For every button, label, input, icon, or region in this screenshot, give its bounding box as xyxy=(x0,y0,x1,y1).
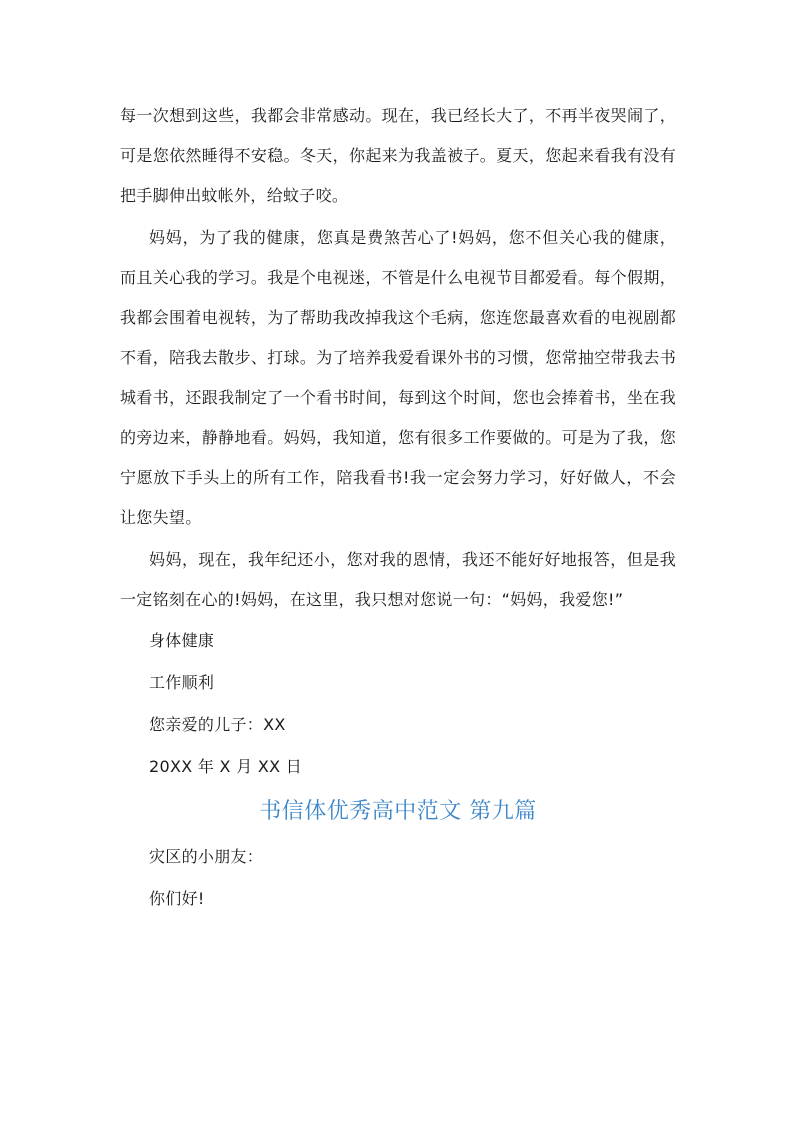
date-line: 20XX 年 X 月 XX 日 xyxy=(149,757,303,776)
signature-line: 您亲爱的儿子：XX xyxy=(149,715,286,734)
greeting-line: 你们好! xyxy=(149,889,205,908)
salutation-line: 灾区的小朋友： xyxy=(149,847,264,866)
body-paragraph: 每一次想到这些，我都会非常感动。现在，我已经长大了，不再半夜哭闹了，可是您依然睡得不安稳。冬天，你起来为我盖被子。夏天，您起来看我有没有把手脚伸出蚊帐外，给蚊子咬。 xyxy=(120,106,676,205)
document-page xyxy=(120,96,676,920)
closing-line: 身体健康 xyxy=(149,631,215,650)
section-title: 书信体优秀高中范文 第九篇 xyxy=(259,799,537,824)
body-paragraph: 妈妈，现在，我年纪还小，您对我的恩情，我还不能好好地报答，但是我一定铭刻在心的!妈妈，在这里，我只想对您说一句：“妈妈，我爱您!” xyxy=(120,550,676,609)
body-paragraph: 妈妈，为了我的健康，您真是费煞苦心了!妈妈，您不但关心我的健康，而且关心我的学习。我是个电视迷，不管是什么电视节目都爱看。每个假期，我都会围着电视转，为了帮助我改掉我这个毛病，您连您最喜欢看的电视剧都不看，陪我去散步、打球。为了培养我爱看课外书的习惯，您常抽空带我去书城看书，还跟我制定了一个看书时间，每到这个时间，您也会捧着书，坐在我的旁边来，静静地看。妈妈，我知道，您有很多工作要做的。可是为了我，您宁愿放下手头上的所有工作，陪我看书!我一定会努力学习，好好做人，不会让您失望。 xyxy=(120,228,676,527)
closing-line: 工作顺利 xyxy=(149,673,215,692)
